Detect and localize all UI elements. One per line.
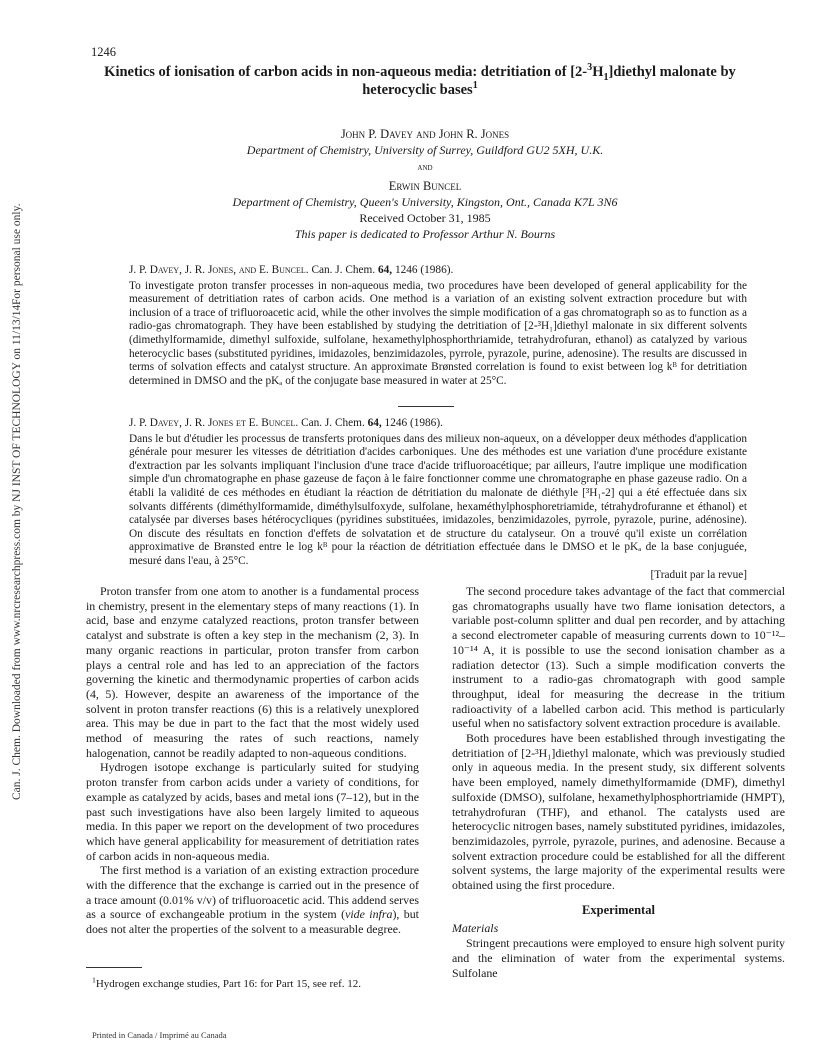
paragraph-segment: ), but does not alter the properties of the solvent to a measurable degree.	[86, 907, 419, 937]
resume-citation-journal: Can. J. Chem.	[301, 417, 365, 429]
dedication: This paper is dedicated to Professor Arthur N. Bourns	[294, 227, 556, 241]
affiliation-1: Department of Chemistry, University of Surrey, Guildford GU2 5XH, U.K.	[246, 143, 604, 157]
resume-text: Dans le but d'étudier les processus de transferts protoniques dans des milieux non-aqueux, on a développer deux méthodes d'application générale pour mesurer les vitesses de détritiation d'acides carboniques. Une des méthodes est une variation d'une procédure existante d'extraction par les solvants impliquant l'inclusion d'une trace d'acide trifluoroacétique; par ailleurs, l'autre implique une modification simple d'un chromatographe en phase gazeuse de façon à le faire fonctionner comme une chromatographe en phase gazeuse radio. On a établi la validité de ces méthodes en étudiant la réaction de détritiation du malonate de diéthyle [³H₁-2] qui a été effectuée dans six solvants différents (diméthylformamide, diméthylsulfoxyde, sulfolane, hexaméthylphosphoretriamide, tétrahydrofuranne et éthanol) et catalysée par diverses bases hétérocycliques (pyridines substituées, imidazoles, benzimidazoles, pyrrole, pyrazole, purine, adénosine). On discute des résultats en fonction d'effets de solvatation et de structure du catalyseur. On a trouvé qu'il existe un corrélation approximative de Brønsted entre le log kᴮ pour la réaction de détritiation effectuée dans le DMSO et le pKₐ de la base conjuguée, mesuré dans l'eau, à 25°C.	[129, 432, 747, 567]
page-number: 1246	[91, 45, 116, 59]
affiliation-2: Department of Chemistry, Queen's University, Kingston, Ont., Canada K7L 3N6	[232, 195, 618, 209]
vide-infra: vide infra	[345, 907, 393, 922]
footnote-rule	[86, 967, 142, 968]
resume-citation-authors: J. P. Davey, J. R. Jones et E. Buncel.	[129, 417, 299, 429]
abstract-citation	[129, 264, 747, 278]
authors-line-2: Erwin Buncel	[388, 179, 462, 193]
paragraph-segment: The first method is a variation of an existing extraction procedure with the difference that the exchange is carried out in the presence of a trace amount (0.01% v/v) of trifluoroacetic acid. This addend serves as a source of exchangeable protium in the system (	[86, 863, 419, 922]
citation-authors: J. P. Davey, J. R. Jones, and E. Buncel.	[129, 264, 309, 276]
citation-journal: Can. J. Chem.	[311, 264, 376, 276]
watermark-line-2: For personal use only.	[11, 203, 23, 305]
translation-note: [Traduit par la revue]	[650, 568, 747, 581]
body-paragraph: Stringent precautions were employed to ensure high solvent purity and the elimination of water from the experimental systems. Sulfolane	[452, 936, 785, 980]
paper-title	[80, 63, 760, 99]
resume-citation-volume: 64,	[367, 417, 382, 429]
body-column-left	[86, 584, 419, 937]
section-heading-experimental: Experimental	[582, 902, 655, 917]
download-watermark	[10, 203, 50, 800]
title-part-1: Kinetics of ionisation of carbon acids in non-aqueous media: detritiation of [2-	[104, 64, 588, 80]
citation-volume: 64,	[377, 264, 393, 276]
abstract-french	[129, 417, 747, 582]
abstract-text: To investigate proton transfer processes in non-aqueous media, two procedures have been developed of general applicability for the measurement of detritiation rates of carbon acids. One method is a variation of an existing solvent extraction procedure but with inclusion of a trace of trifluoroacetic acid, while the other involves the simple modification of a gas chromatograph so as to function as a radio-gas chromatograph. They have been established by studying the detritiation of [2-³H₁]diethyl malonate in six different solvents (dimethylformamide, dimethyl sulfoxide, sulfolane, hexamethylphosphorthriamide, tetrahydrofuran, ethanol) as catalyzed by various heterocyclic bases (substituted pyridines, imidazoles, benzimidazoles, pyrrole, pyrazole, purine, adenosine). The results are discussed in terms of solvation effects and catalyst structure. An approximate Brønsted correlation is found to exist between log kᴮ for detritiation determined in DMSO and the pKₐ of the conjugate base measured in water at 25°C.	[129, 279, 747, 387]
subsection-heading-materials: Materials	[452, 921, 499, 936]
abstract-english	[129, 264, 747, 388]
watermark-line-1: Can. J. Chem. Downloaded from www.nrcresearchpress.com by NJ INST OF TECHNOLOGY on 11/13/14	[11, 304, 23, 800]
title-element: H	[592, 64, 604, 80]
footnote	[92, 975, 361, 990]
citation-pages: 1246 (1986).	[394, 264, 454, 276]
title-isotope-mass: 3	[587, 62, 593, 74]
title-line-2: heterocyclic bases	[362, 82, 473, 98]
title-footnote-marker: 1	[472, 80, 478, 92]
received-date: Received October 31, 1985	[359, 211, 491, 225]
body-paragraph	[86, 863, 419, 937]
body-paragraph: Both procedures have been established through investigating the detritiation of [2-³H₁]diethyl malonate, which was previously studied only in aqueous media. In the present study, six different solvents have been employed, namely dimethylformamide (DMF), dimethyl sulfoxide (DMSO), sulfolane, hexamethylphosphortriamide (HMPT), tetrahydrofuran (THF), and ethanol. The catalysts used are heterocyclic nitrogen bases, namely substituted pyridines, imidazoles, benzimidazoles, pyrrole, pyrazole, purines, and adenosine. Because a solvent extraction procedure could be established for all the different solvent systems, the large majority of the experimental results were obtained using the first procedure.	[452, 731, 785, 893]
authors-and: and	[417, 162, 433, 173]
authors-line-1: John P. Davey and John R. Jones	[340, 127, 510, 141]
authors-block	[100, 126, 750, 242]
printed-in-canada: Printed in Canada / Imprimé au Canada	[92, 1030, 227, 1040]
body-paragraph: The second procedure takes advantage of the fact that commercial gas chromatographs usually have two flame ionisation detectors, a variable post-column splitter and dual pen recorder, and by attaching a second electrometer capable of measuring currents down to 10⁻¹²–10⁻¹⁴ A, it is possible to use the second ionisation chamber as a radiation detector (13). Such a simple modification converts the instrument to a radio-gas chromatograph with good sample throughput, ideal for measuring the decrease in the tritium radioactivity of a labelled carbon acid. This method is particularly useful when no satisfactory solvent extraction procedure is available.	[452, 584, 785, 731]
abstract-divider	[398, 406, 454, 407]
resume-citation-pages: 1246 (1986).	[384, 417, 443, 429]
body-paragraph: Hydrogen isotope exchange is particularly suited for studying proton transfer from carbon acids under a variety of conditions, for example as catalyzed by acids, bases and metal ions (7–12), but in the past such investigations have also been largely limited to aqueous media. In this paper we report on the development of two procedures which have general applicability for measurement of detritiation rates of carbon acids in non-aqueous media.	[86, 760, 419, 863]
body-column-right	[452, 584, 785, 980]
footnote-text: Hydrogen exchange studies, Part 16: for Part 15, see ref. 12.	[95, 978, 361, 990]
footnote-marker: 1	[92, 975, 96, 985]
title-part-2: ]diethyl malonate by	[608, 64, 736, 80]
body-paragraph: Proton transfer from one atom to another is a fundamental process in chemistry, present in the elementary steps of many reactions (1). In acid, base and enzyme catalyzed reactions, proton transfer between catalyst and substrate is often a key step in the mechanism (2, 3). In many organic reactions in particular, proton transfer from carbon plays a central role and has led to an appreciation of the factors governing the kinetic and thermodynamic properties of carbon acids (4, 5). However, despite an awareness of the importance of the solvent in proton transfer reactions (6) this is a relatively unexplored area. This may be due in part to the fact that the most widely used method of measuring the rates of such reactions, namely halogenation, cannot be readily adapted to non-aqueous conditions.	[86, 584, 419, 760]
resume-citation	[129, 417, 747, 431]
title-subscript: 1	[603, 71, 609, 83]
